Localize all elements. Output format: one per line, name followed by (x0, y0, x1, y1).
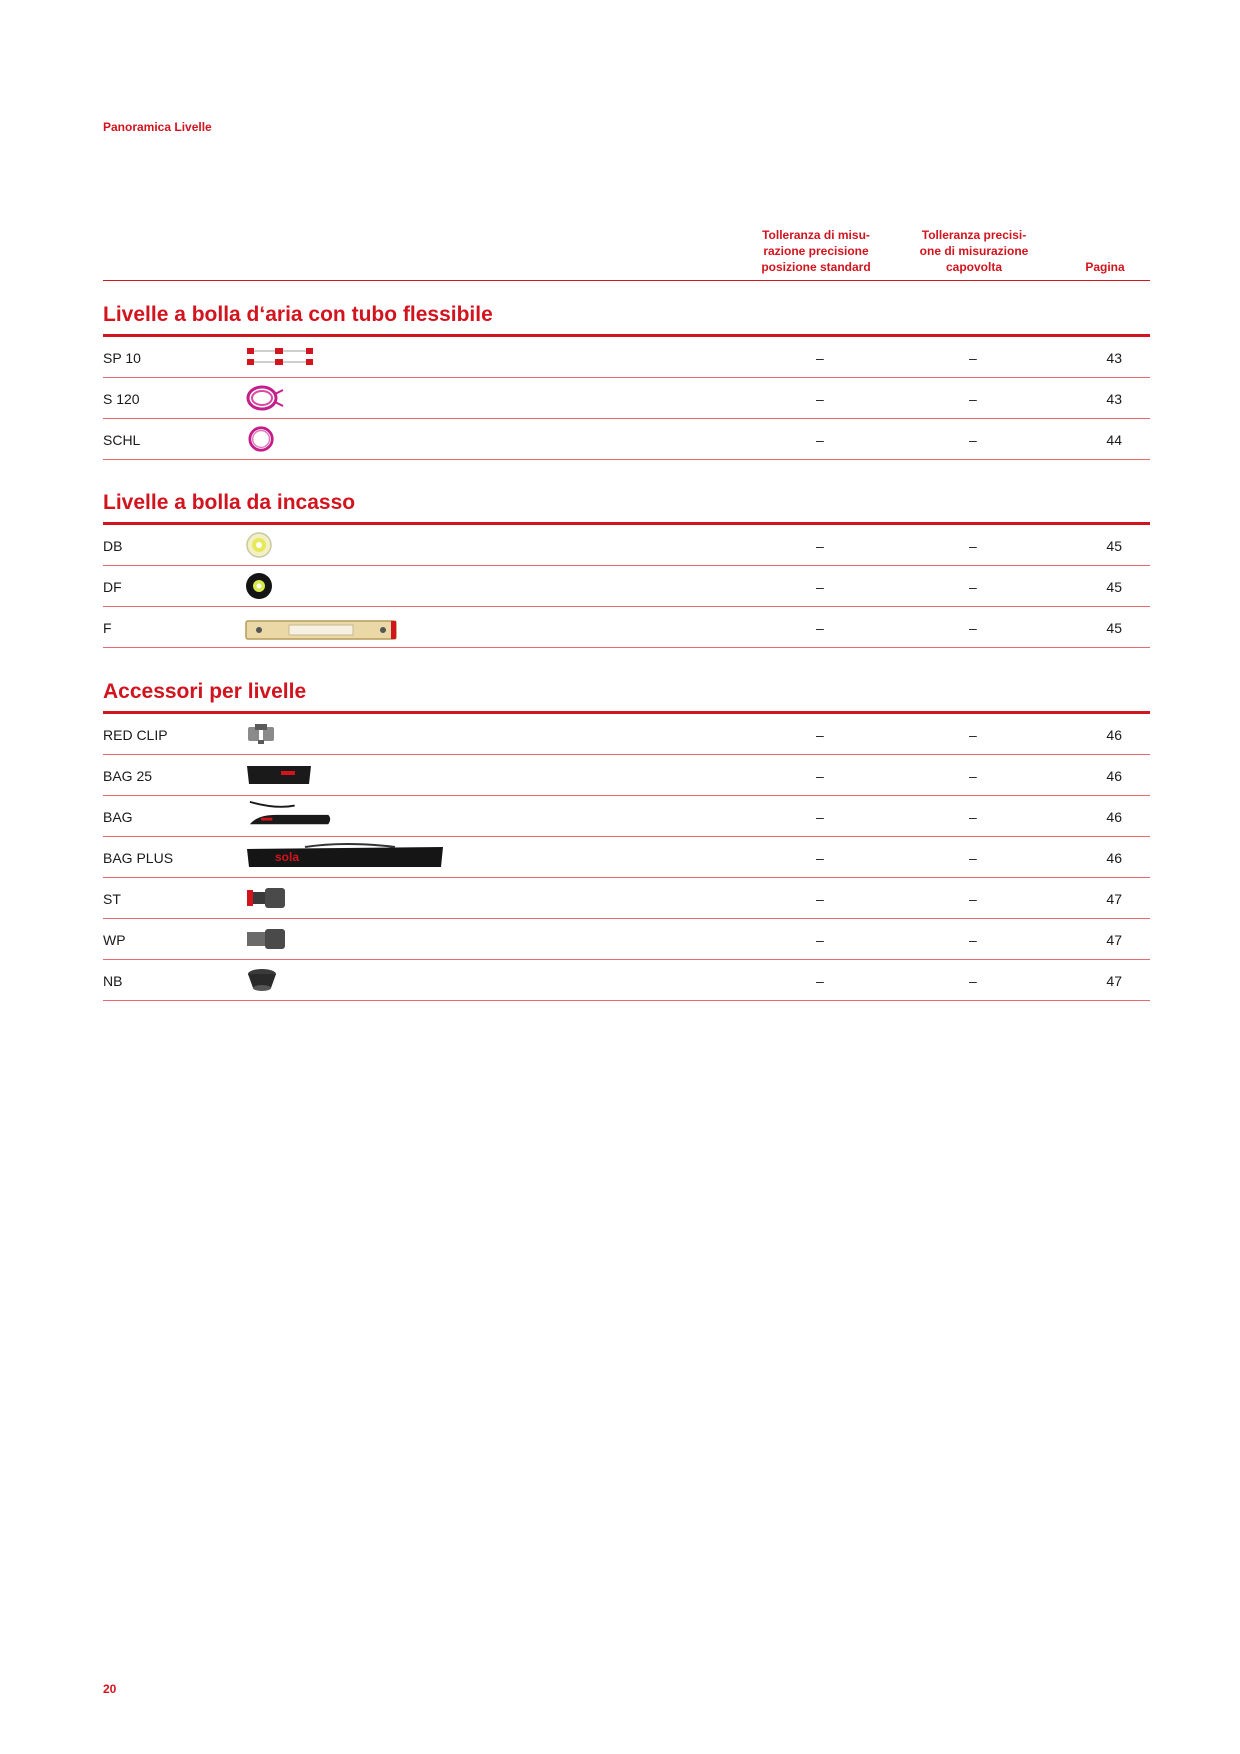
page-ref: 45 (1106, 620, 1122, 636)
end-cap-grey-icon (245, 925, 287, 953)
column-header-line: one di misurazione (919, 244, 1029, 258)
tolerance-standard: – (816, 891, 824, 907)
column-header-line: posizione standard (761, 260, 871, 274)
tolerance-standard: – (816, 727, 824, 743)
page-number: 20 (103, 1682, 117, 1696)
section-title: Livelle a bolla da incasso (103, 491, 356, 514)
table-row (103, 607, 1150, 648)
long-bag-icon (245, 843, 445, 871)
table-row (103, 878, 1150, 919)
section-accessories (103, 677, 1150, 1001)
tolerance-upside-down: – (969, 891, 977, 907)
page-ref: 47 (1106, 891, 1122, 907)
product-name: NB (103, 973, 123, 989)
page-ref: 44 (1106, 432, 1122, 448)
page-ref: 46 (1106, 850, 1122, 866)
page-ref: 43 (1106, 391, 1122, 407)
column-header-line: capovolta (945, 260, 1002, 274)
tolerance-upside-down: – (969, 768, 977, 784)
hose-level-icon (245, 343, 315, 371)
product-name: ST (103, 891, 121, 907)
holster-bag-icon (245, 761, 313, 789)
tolerance-standard: – (816, 973, 824, 989)
column-header-line: razione precisione (763, 244, 869, 258)
tolerance-standard: – (816, 850, 824, 866)
tolerance-upside-down: – (969, 391, 977, 407)
product-name: SCHL (103, 432, 141, 448)
tolerance-standard: – (816, 538, 824, 554)
product-name: S 120 (103, 391, 140, 407)
section-hose-levels (103, 300, 1150, 460)
table-row (103, 566, 1150, 607)
clip-icon (245, 720, 279, 748)
round-vial-yellow-icon (245, 531, 275, 559)
tolerance-standard: – (816, 620, 824, 636)
tolerance-upside-down: – (969, 850, 977, 866)
page-ref: 46 (1106, 768, 1122, 784)
tolerance-upside-down: – (969, 620, 977, 636)
tolerance-standard: – (816, 432, 824, 448)
product-name: SP 10 (103, 350, 141, 366)
product-name: WP (103, 932, 126, 948)
hose-ring-icon (245, 425, 279, 453)
table-row (103, 837, 1150, 878)
table-row (103, 419, 1150, 460)
tolerance-standard: – (816, 932, 824, 948)
round-vial-black-icon (245, 572, 275, 600)
tolerance-upside-down: – (969, 809, 977, 825)
table-row (103, 755, 1150, 796)
page-ref: 46 (1106, 809, 1122, 825)
page-ref: 43 (1106, 350, 1122, 366)
coiled-hose-icon (245, 384, 285, 412)
page-ref: 45 (1106, 538, 1122, 554)
product-name: BAG 25 (103, 768, 153, 784)
tolerance-upside-down: – (969, 432, 977, 448)
section-flush-levels (103, 488, 1150, 648)
table-row (103, 378, 1150, 419)
table-row (103, 714, 1150, 755)
brand-label: sola (275, 850, 300, 864)
table-row (103, 919, 1150, 960)
tolerance-upside-down: – (969, 973, 977, 989)
tolerance-upside-down: – (969, 727, 977, 743)
section-title: Livelle a bolla d‘aria con tubo flessibile (103, 303, 493, 326)
adapter-icon (245, 966, 279, 994)
flat-vial-icon (245, 616, 397, 644)
tolerance-standard: – (816, 391, 824, 407)
product-name: DF (103, 579, 122, 595)
tolerance-standard: – (816, 350, 824, 366)
page-ref: 47 (1106, 973, 1122, 989)
table-row (103, 337, 1150, 378)
table-row (103, 525, 1150, 566)
end-cap-red-icon (245, 884, 287, 912)
column-header-tolerance-upside-down (899, 227, 1049, 275)
running-head: Panoramica Livelle (103, 120, 212, 134)
tolerance-upside-down: – (969, 350, 977, 366)
column-header-line: Tolleranza precisi- (921, 228, 1027, 242)
column-header-line: Tolleranza di misu- (762, 228, 870, 242)
tolerance-upside-down: – (969, 932, 977, 948)
tolerance-standard: – (816, 809, 824, 825)
product-name: BAG (103, 809, 133, 825)
column-header-tolerance-standard (746, 227, 886, 275)
table-row (103, 796, 1150, 837)
tolerance-standard: – (816, 768, 824, 784)
column-header-page: Pagina (1085, 260, 1125, 274)
tolerance-standard: – (816, 579, 824, 595)
product-name: BAG PLUS (103, 850, 174, 866)
level-bag-icon (245, 800, 335, 828)
product-name: RED CLIP (103, 727, 168, 743)
product-name: F (103, 620, 112, 636)
product-name: DB (103, 538, 123, 554)
table-row (103, 960, 1150, 1001)
tolerance-upside-down: – (969, 538, 977, 554)
tolerance-upside-down: – (969, 579, 977, 595)
header-rule (103, 280, 1150, 281)
page-ref: 45 (1106, 579, 1122, 595)
section-title: Accessori per livelle (103, 680, 307, 703)
page-ref: 47 (1106, 932, 1122, 948)
page-ref: 46 (1106, 727, 1122, 743)
